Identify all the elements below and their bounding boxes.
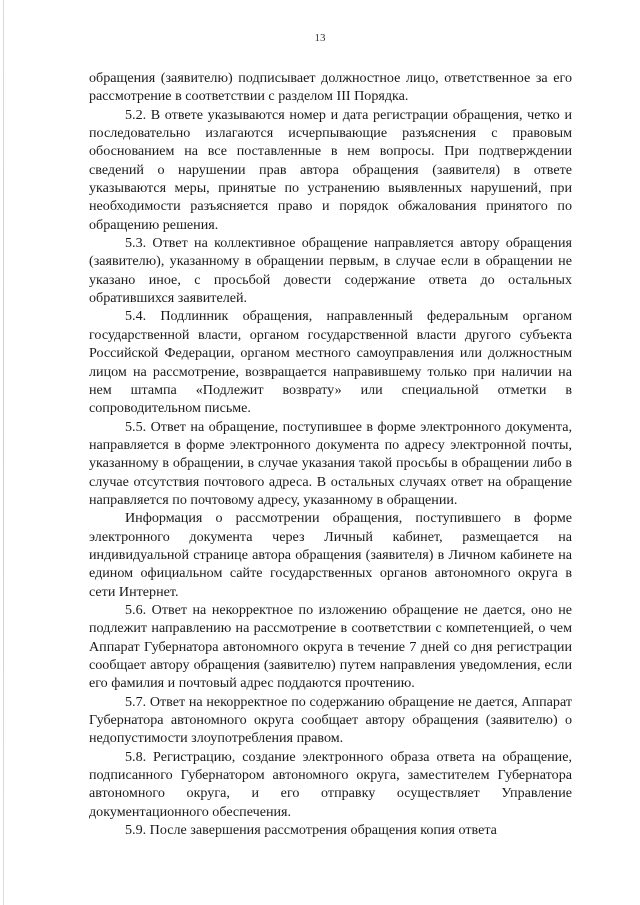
paragraph-5-4: 5.4. Подлинник обращения, направленный федеральным органом государственной власти, органом государственной власти другого субъекта Российской Федерации, органом местного самоуправления или должностным лицом на рассмотрение, возвращается направившему только при наличии на нем штампа «Подлежит возврату» или специальной отметки в сопроводительном письме. [89,308,572,417]
paragraph-5-8: 5.8. Регистрацию, создание электронного образа ответа на обращение, подписанного Губернатором автономного округа, заместителем Губернатора автономного округа, и его отправку осуществляет Управление документационного обеспечения. [89,748,572,820]
paragraph-5-9: 5.9. После завершения рассмотрения обращения копия ответа [125,822,497,839]
scan-edge-shadow [3,0,4,905]
paragraph-5-7: 5.7. Ответ на некорректное по содержанию обращение не дается, Аппарат Губернатора автономного округа сообщает автору обращения (заявителю) о недопустимости злоупотребления правом. [89,693,572,747]
paragraph-5-3: 5.3. Ответ на коллективное обращение направляется автору обращения (заявителю), указанному в обращении первым, в случае если в обращении не указано иное, с просьбой довести содержание ответа до остальных обратившихся заявителей. [89,235,572,307]
paragraph-5-2: 5.2. В ответе указываются номер и дата регистрации обращения, четко и последовательно излагаются исчерпывающие разъяснения с правовым обоснованием на все поставленные в нем вопросы. При подтверждении сведений о нарушении прав автора обращения (заявителя) в ответе указываются меры, принятые по устранению выявленных нарушений, при необходимости разъясняется право и порядок обжалования принятого по обращению решения. [89,106,572,233]
paragraph-information: Информация о рассмотрении обращения, поступившего в форме электронного документа через Личный кабинет, размещается на индивидуальной странице автора обращения (заявителя) в Личном кабинете на едином официальном сайте государственных органов автономного округа в сети Интернет. [89,510,572,600]
paragraph-5-5: 5.5. Ответ на обращение, поступившее в форме электронного документа, направляется в форме электронного документа по адресу электронной почты, указанному в обращении, в случае указания такой просьбы в обращении либо в случае отсутствия почтового адреса. В остальных случаях ответ на обращение направляется по почтовому адресу, указанному в обращении. [89,418,572,508]
paragraph-5-6: 5.6. Ответ на некорректное по изложению обращение не дается, оно не подлежит направлению на рассмотрение в соответствии с компетенцией, о чем Аппарат Губернатора автономного округа в течение 7 дней со дня регистрации сообщает автору обращения (заявителю) путем направления уведомления, если его фамилия и почтовый адрес поддаются прочтению. [89,601,572,692]
page-number: 13 [314,32,326,44]
paragraph-continuation: обращения (заявителю) подписывает должностное лицо, ответственное за его рассмотрение в соответствии с разделом III Порядка. [89,70,572,105]
document-body [89,69,572,839]
